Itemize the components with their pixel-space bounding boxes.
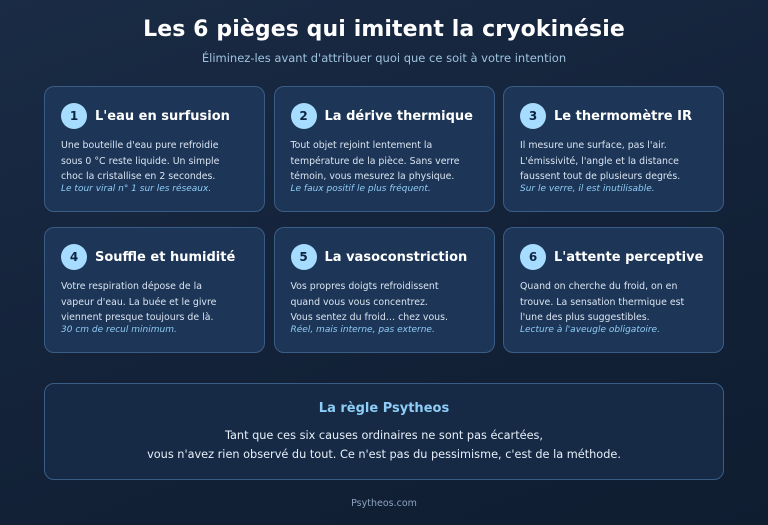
card-note: 30 cm de recul minimum. <box>61 325 177 335</box>
description-line: trouve. La sensation thermique est <box>520 296 685 308</box>
number-badge: 6 <box>520 244 546 270</box>
card-title: La dérive thermique <box>324 108 473 124</box>
description-line: Il mesure une surface, pas l'air. <box>520 140 667 151</box>
footer-site: Psytheos.com <box>351 498 417 509</box>
description-line: Tout objet rejoint lentement la <box>290 140 433 151</box>
card-note: Sur le verre, il est inutilisable. <box>520 184 655 194</box>
number-badge: 3 <box>520 103 546 129</box>
card-title: Le thermomètre IR <box>554 108 692 124</box>
card-description <box>520 279 711 326</box>
description-line: température de la pièce. Sans verre <box>290 155 460 167</box>
card-description <box>291 138 482 185</box>
card-header <box>520 103 711 129</box>
card-title: La vasoconstriction <box>324 249 468 265</box>
description-line: Une bouteille d'eau pure refroidie <box>61 140 219 151</box>
card-description <box>291 279 482 326</box>
card-note: Le tour viral n° 1 sur les réseaux. <box>61 184 212 194</box>
card-header <box>291 103 482 129</box>
page-title: Les 6 pièges qui imitent la cryokinésie <box>143 17 625 42</box>
description-line: Quand on cherche du froid, on en <box>520 281 678 292</box>
card-header <box>291 244 482 270</box>
description-line: Vous sentez du froid… chez vous. <box>290 312 448 323</box>
description-line: sous 0 °C reste liquide. Un simple <box>61 155 220 167</box>
card-note: Réel, mais interne, pas externe. <box>290 325 435 335</box>
trap-card-6 <box>503 227 724 353</box>
card-header <box>61 103 252 129</box>
traps-grid <box>44 86 724 353</box>
trap-card-5 <box>274 227 495 353</box>
number-badge: 1 <box>61 103 87 129</box>
card-note: Le faux positif le plus fréquent. <box>290 184 431 194</box>
number-badge: 4 <box>61 244 87 270</box>
card-description <box>61 138 252 185</box>
description-line: vapeur d'eau. La buée et le givre <box>61 296 217 308</box>
description-line: l'une des plus suggestibles. <box>520 312 650 323</box>
description-line: faussent tout de plusieurs degrés. <box>520 171 681 182</box>
rule-line: vous n'avez rien observé du tout. Ce n'est pas du pessimisme, c'est de la méthode. <box>147 448 621 461</box>
description-line: témoin, vous mesurez la physique. <box>290 171 455 182</box>
trap-card-1 <box>44 86 265 212</box>
rule-text <box>45 426 723 464</box>
description-line: quand vous vous concentrez. <box>290 296 428 308</box>
description-line: Vos propres doigts refroidissent <box>290 281 439 292</box>
number-badge: 2 <box>291 103 317 129</box>
trap-card-3 <box>503 86 724 212</box>
description-line: L'émissivité, l'angle et la distance <box>520 155 679 167</box>
number-badge: 5 <box>291 244 317 270</box>
description-line: viennent presque toujours de là. <box>61 312 214 323</box>
description-line: Votre respiration dépose de la <box>61 281 202 292</box>
description-line: choc la cristallise en 2 secondes. <box>61 171 216 182</box>
card-header <box>61 244 252 270</box>
card-description <box>61 279 252 326</box>
card-title: L'attente perceptive <box>554 249 704 265</box>
card-header <box>520 244 711 270</box>
card-note: Lecture à l'aveugle obligatoire. <box>520 325 660 335</box>
rule-box <box>44 383 724 480</box>
trap-card-2 <box>274 86 495 212</box>
rule-title: La règle Psytheos <box>318 401 450 416</box>
card-description <box>520 138 711 185</box>
page-subtitle: Éliminez-les avant d'attribuer quoi que ce soit à votre intention <box>201 51 567 65</box>
card-title: L'eau en surfusion <box>95 108 230 124</box>
card-title: Souffle et humidité <box>95 249 236 265</box>
trap-card-4 <box>44 227 265 353</box>
rule-line: Tant que ces six causes ordinaires ne sont pas écartées, <box>224 429 544 442</box>
